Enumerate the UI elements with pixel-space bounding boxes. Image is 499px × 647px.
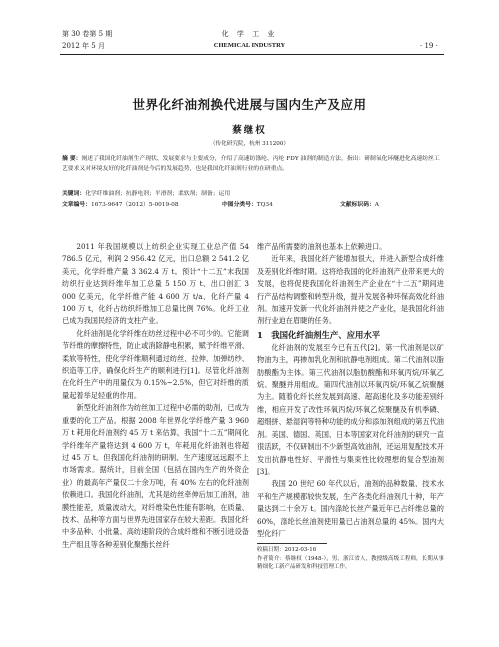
article-no-label: 文章编号： (62, 202, 91, 208)
body-left-column (62, 241, 249, 551)
page-number: · 19 · (420, 42, 438, 50)
paragraph: 化纤油剂的发展至今已有五代[2]。第一代油剂是以矿物油为主，再掺加乳化剂和抗静电剂组成。第二代油剂以脂肪酸酯为主体。第三代油剂以脂肪酸酯和环氧丙烷/环氧乙烷、聚醚并用组成。第四代油剂以环氧丙烷/环氧乙烷聚醚为主。随着化纤长丝发展到高速、超高速化及多功能差别纤维，相应开发了改性环氧丙烷/环氧乙烷聚醚及有机季磷、超细拼、悬湿润等特种功能的成分和添加剂组成的第五代油剂。美国、德国、英国、日本等国家对化纤油剂的研究一直很活跃，不仅研制出不少新型高效油剂，还运用复配技术开发出抗静电性好、平滑性与集束性比较理想的复合型油剂[3]。 (257, 342, 444, 476)
paragraph: 我国 20 世纪 60 年代以后，油剂的品种数量、技术水平和生产规模都较快发展，生产各类化纤油剂几十种，年产量达到二十余万 t。国内涤纶长丝产量近年已占纤维总量的 60%，涤纶长丝油剂使用量已占油剂总量的 45%。国内大型化纤厂 (257, 479, 444, 538)
body-right-column (257, 241, 444, 572)
paragraph: 新型化纤油剂作为纺丝加工过程中必需的助剂，已成为重要的化工产品。根据 2008 年世界化学纤维产量 3 960 万 t 耗用化纤油剂约 45 万 t 来估算，我国“十二五”期间化学纤维年产量将达到 4 600 万 t，年耗用化纤油剂也将超过 45 万 t。但我国化纤油剂的研制、生产速度远远跟不上市场需求。据统计，目前全国（包括在国内生产的外资企业）的最高年产量仅二十余万吨，有 40% 左右的化纤油剂依赖进口。我国化纤油剂，尤其是纺丝牵伸后加工油剂，油膜性能差，质量波动大，对纤维染色性能有影响，在质量、技术、品种等方面与世界先进国家存在较大差距。我国化纤中多品种、小批量、高纺速阶段的合成纤维和不断引进设备生产组且等各种差别化聚酯长丝纤 (62, 403, 249, 549)
doc-code: A (374, 202, 379, 208)
abstract-text: 阐述了我国化纤油剂生产现状、发展要求与主要成分，介绍了高速纺涤纶、丙纶 FDY 油剂的制造方法，指出：研制氧化环醚进化高速纺丝工艺要求又对环境友好的化纤油剂是今后的发展趋势，也是我国化纤油剂行业的在研重点。 (62, 156, 440, 173)
paragraph: 2011 年我国规模以上纺织企业实现工业总产值 54 786.5 亿元，利润 2 956.42 亿元，出口总额 2 541.2 亿美元，化学纤维产量 3 362.4 万 t。预计“十二五”末我国纺织行业达到纤维年加工总量 5 150 万 t、出口创汇 3 000 亿美元，化学纤维产能 4 600 万 t/a、化纤产量 4 100 万 t，化纤占纺织纤维加工总量比例 76%。化纤工业已成为我国民经济的支柱产业。 (62, 242, 249, 326)
paragraph: 近年来，我国化纤产能增加很大，并进入新型合成纤维及差别化纤维时期。这将给我国的化纤油剂产业带来更大的发展，也将促使我国化纤油剂生产企业在“十二五”期间进行产品结构调整和转型升级，提升发展各种环保高效化纤油剂。加速开发新一代化纤油剂并使之产业化，是我国化纤油剂行业迫在眉睫的任务。 (257, 254, 444, 326)
keywords-text: 化学纤维油剂；抗静电剂；平滑剂；柔软剂；制备；运用 (85, 191, 231, 197)
article-title: 世界化纤油剂换代进展与国内生产及应用 (132, 97, 367, 112)
keywords (62, 189, 444, 199)
volume-issue: 第 30 卷第 5 期 (62, 30, 113, 38)
paragraph: 化纤油剂是化学纤维在纺丝过程中必不可少的。它能调节纤维的摩擦特性，防止或消除静电积累，赋予纤维平滑、柔软等特性，使化学纤维顺利通过纺丝、拉伸、加弹纺纱、织造等工序，确保化纤生产的顺利进行[1]。尽管化纤油剂在化纤生产中的用量仅为 0.15%~2.5%，但它对纤维的质量起着举足轻重的作用。 (62, 328, 249, 400)
footnote-rule (257, 543, 327, 544)
journal-title-en: CHEMICAL INDUSTRY (213, 42, 286, 49)
clc-code: TQ34 (256, 202, 273, 208)
article-no: 1673-9647（2012）5-0019-08 (91, 202, 179, 208)
doc-code-label: 文献标识码： (340, 202, 375, 208)
footnote-received: 收稿日期：2012-03-16 (257, 547, 317, 554)
keywords-label: 关键词： (62, 191, 86, 197)
article-meta (62, 200, 444, 210)
clc-label: 中图分类号： (222, 202, 257, 208)
issue-date: 2012 年 5 月 (62, 42, 105, 50)
footnote-author: 作者简介：蔡继权（1948-），男，浙江省人，教授级高级工程师，长期从事精细化工新产品研发和科技管理工作。 (257, 555, 444, 571)
author-name: 蔡继权 (232, 125, 267, 136)
section-heading: 1 我国化纤油剂生产、应用水平 (257, 329, 381, 340)
header-rule (60, 54, 444, 55)
journal-title-cn: 化 学 工 业 (221, 30, 278, 38)
abstract-label: 摘 要： (62, 156, 82, 162)
author-affiliation: （传化研究院，杭州 311200） (209, 141, 290, 147)
paragraph: 维产品所需要的油剂也基本上依赖进口。 (257, 242, 387, 251)
abstract (62, 154, 444, 175)
